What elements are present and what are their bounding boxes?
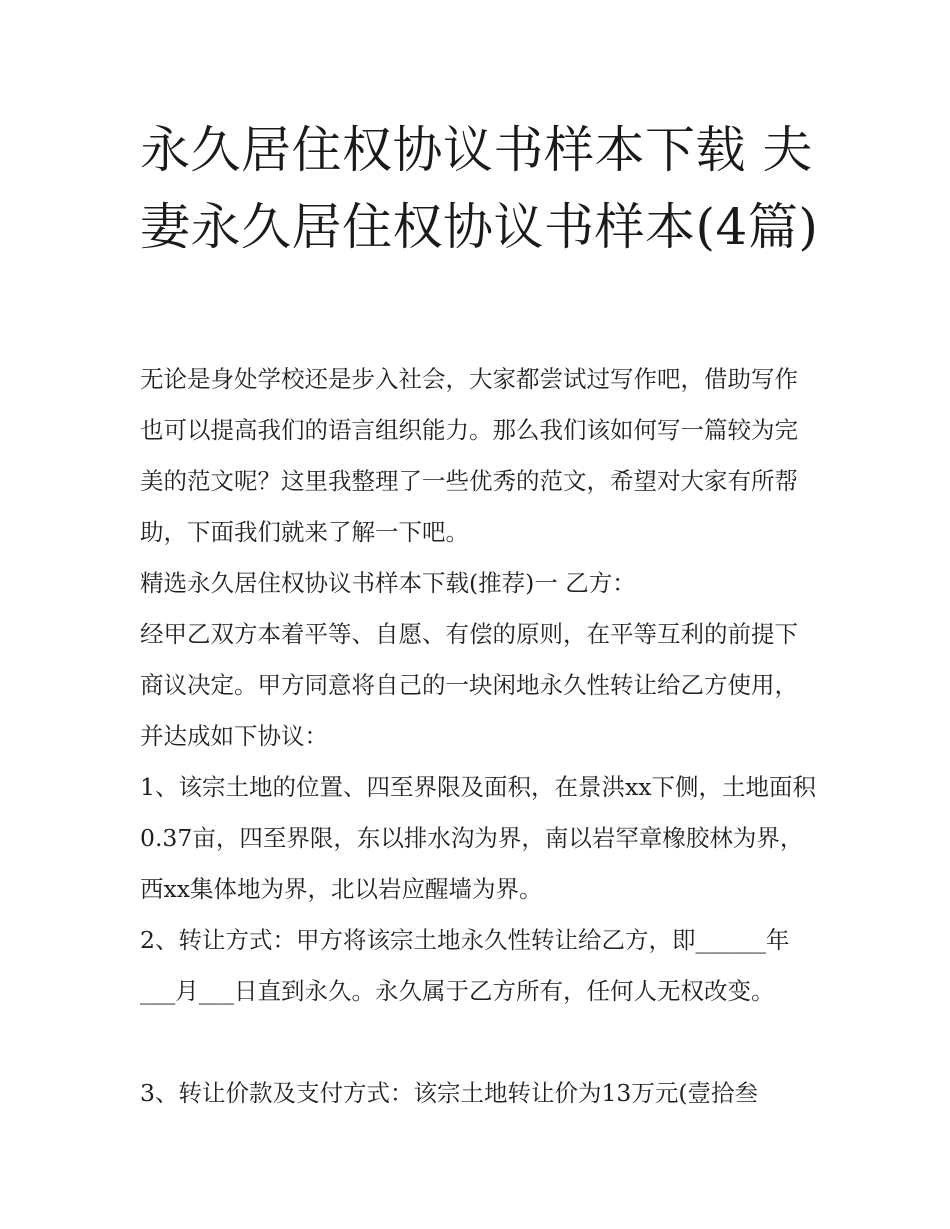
agreement-paragraph: 经甲乙双方本着平等、自愿、有偿的原则，在平等互利的前提下商议决定。甲方同意将自己的一块闲地永久性转让给乙方使用，并达成如下协议： bbox=[140, 620, 798, 750]
document-title: 永久居住权协议书样本下载 夫妻永久居住权协议书样本(4篇) bbox=[140, 121, 819, 256]
section-heading: 精选永久居住权协议书样本下载(推荐)一 乙方： bbox=[140, 569, 636, 597]
clause-1-paragraph: 1、该宗土地的位置、四至界限及面积，在景洪xx下侧，土地面积0.37亩，四至界限，东以排水沟为界，南以岩罕章橡胶林为界，西xx集体地为界，北以岩应醒墙为界。 bbox=[140, 773, 816, 903]
clause-3-paragraph: 3、转让价款及支付方式：该宗土地转让价为13万元(壹拾叁 bbox=[140, 1079, 759, 1107]
clause-2-paragraph: 2、转让方式：甲方将该宗土地永久性转让给乙方，即______年___月___日直到永久。永久属于乙方所有，任何人无权改变。 bbox=[140, 926, 790, 1005]
intro-paragraph: 无论是身处学校还是步入社会，大家都尝试过写作吧，借助写作也可以提高我们的语言组织能力。那么我们该如何写一篇较为完美的范文呢？这里我整理了一些优秀的范文，希望对大家有所帮助，下面我们就来了解一下吧。 bbox=[140, 365, 798, 546]
